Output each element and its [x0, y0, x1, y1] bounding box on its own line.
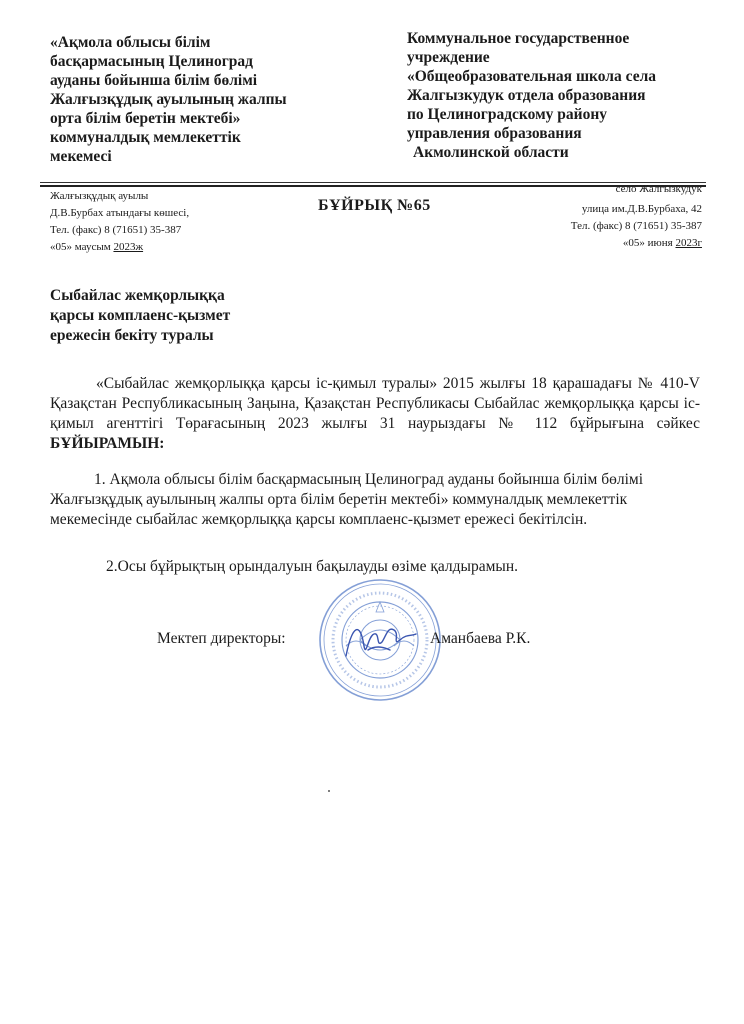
order-item-1: 1. Ақмола облысы білім басқармасының Целиноград ауданы бойынша білім бөлімі Жалғызқұдық ауылының жалпы орта білім беретін мектебі» коммуналдық мемлекеттік мекемесінде сыбайлас жемқорлыққа қарсы комплаенс-қызмет ережесі бекітілсін. — [50, 471, 644, 528]
header-left-line: мекемесі — [50, 148, 112, 165]
address-right-line: улица им.Д.В.Бурбаха, 42 — [581, 203, 702, 215]
header-right-line: Коммунальное государственное — [407, 30, 630, 47]
header-right-line: Акмолинской области — [413, 144, 569, 161]
order-item-2: 2.Осы бұйрықтың орындалуын бақылауды өзіме қалдырамын. — [106, 558, 518, 575]
address-left-line: Жалғызқұдық ауылы — [50, 190, 149, 202]
header-right-line: учреждение — [407, 49, 490, 66]
address-right-date — [470, 235, 702, 252]
date-prefix: «05» маусым — [50, 241, 114, 253]
header-right-ru — [407, 29, 727, 162]
subject-line: Сыбайлас жемқорлыққа — [50, 287, 225, 304]
header-right-line: «Общеобразовательная школа села — [407, 68, 657, 85]
date-year: 2023ж — [113, 241, 144, 253]
official-seal-stamp — [316, 576, 444, 704]
address-right-line: Тел. (факс) 8 (71651) 35-387 — [570, 220, 702, 232]
header-left-line: «Ақмола облысы білім — [50, 34, 211, 51]
header-right-line: управления образования — [407, 125, 582, 142]
header-left-line: коммуналдық мемлекеттік — [50, 129, 241, 146]
order-title: БҰЙРЫҚ №65 — [318, 197, 431, 214]
header-right-line: Жалгызкудук отдела образования — [407, 87, 646, 104]
signature-label: Мектеп директоры: — [157, 630, 286, 647]
address-left-line: Д.В.Бурбах атындағы көшесі, — [50, 207, 190, 219]
address-right-line: село Жалгызкудук — [615, 183, 702, 195]
order-subject — [50, 286, 280, 346]
address-left-line: Тел. (факс) 8 (71651) 35-387 — [50, 224, 182, 236]
address-left — [50, 188, 280, 256]
header-left-line: Жалғызқұдық ауылының жалпы — [50, 91, 287, 108]
header-left-line: ауданы бойынша білім бөлімі — [50, 72, 258, 89]
address-right — [470, 181, 702, 252]
date-year: 2023г — [675, 237, 702, 249]
subject-line: қарсы комплаенс-қызмет — [50, 307, 231, 324]
preamble-text: «Сыбайлас жемқорлыққа қарсы іс-қимыл туралы» 2015 жылғы 18 қарашадағы № 410-V Қазақстан Республикасының Заңына, Қазақстан Республикасы Сыбайлас жемқорлыққа қарсы іс-қимыл агенттігі Төрағасының 2023 жылғы 31 наурыздағы № 112 бұйрығына сәйкес — [50, 375, 700, 432]
date-prefix: «05» июня — [622, 237, 676, 249]
header-left-line: басқармасының Целиноград — [50, 53, 253, 70]
header-right-line: по Целиноградскому району — [407, 106, 608, 123]
header-left-kz — [50, 33, 350, 166]
subject-line: ережесін бекіту туралы — [50, 327, 214, 344]
header-left-line: орта білім беретін мектебі» — [50, 110, 241, 127]
preamble-paragraph — [50, 374, 700, 454]
order-word: БҰЙЫРАМЫН: — [50, 435, 165, 452]
address-left-date — [50, 239, 280, 256]
scan-speck — [328, 790, 330, 792]
signature-name: Аманбаева Р.К. — [430, 630, 531, 647]
